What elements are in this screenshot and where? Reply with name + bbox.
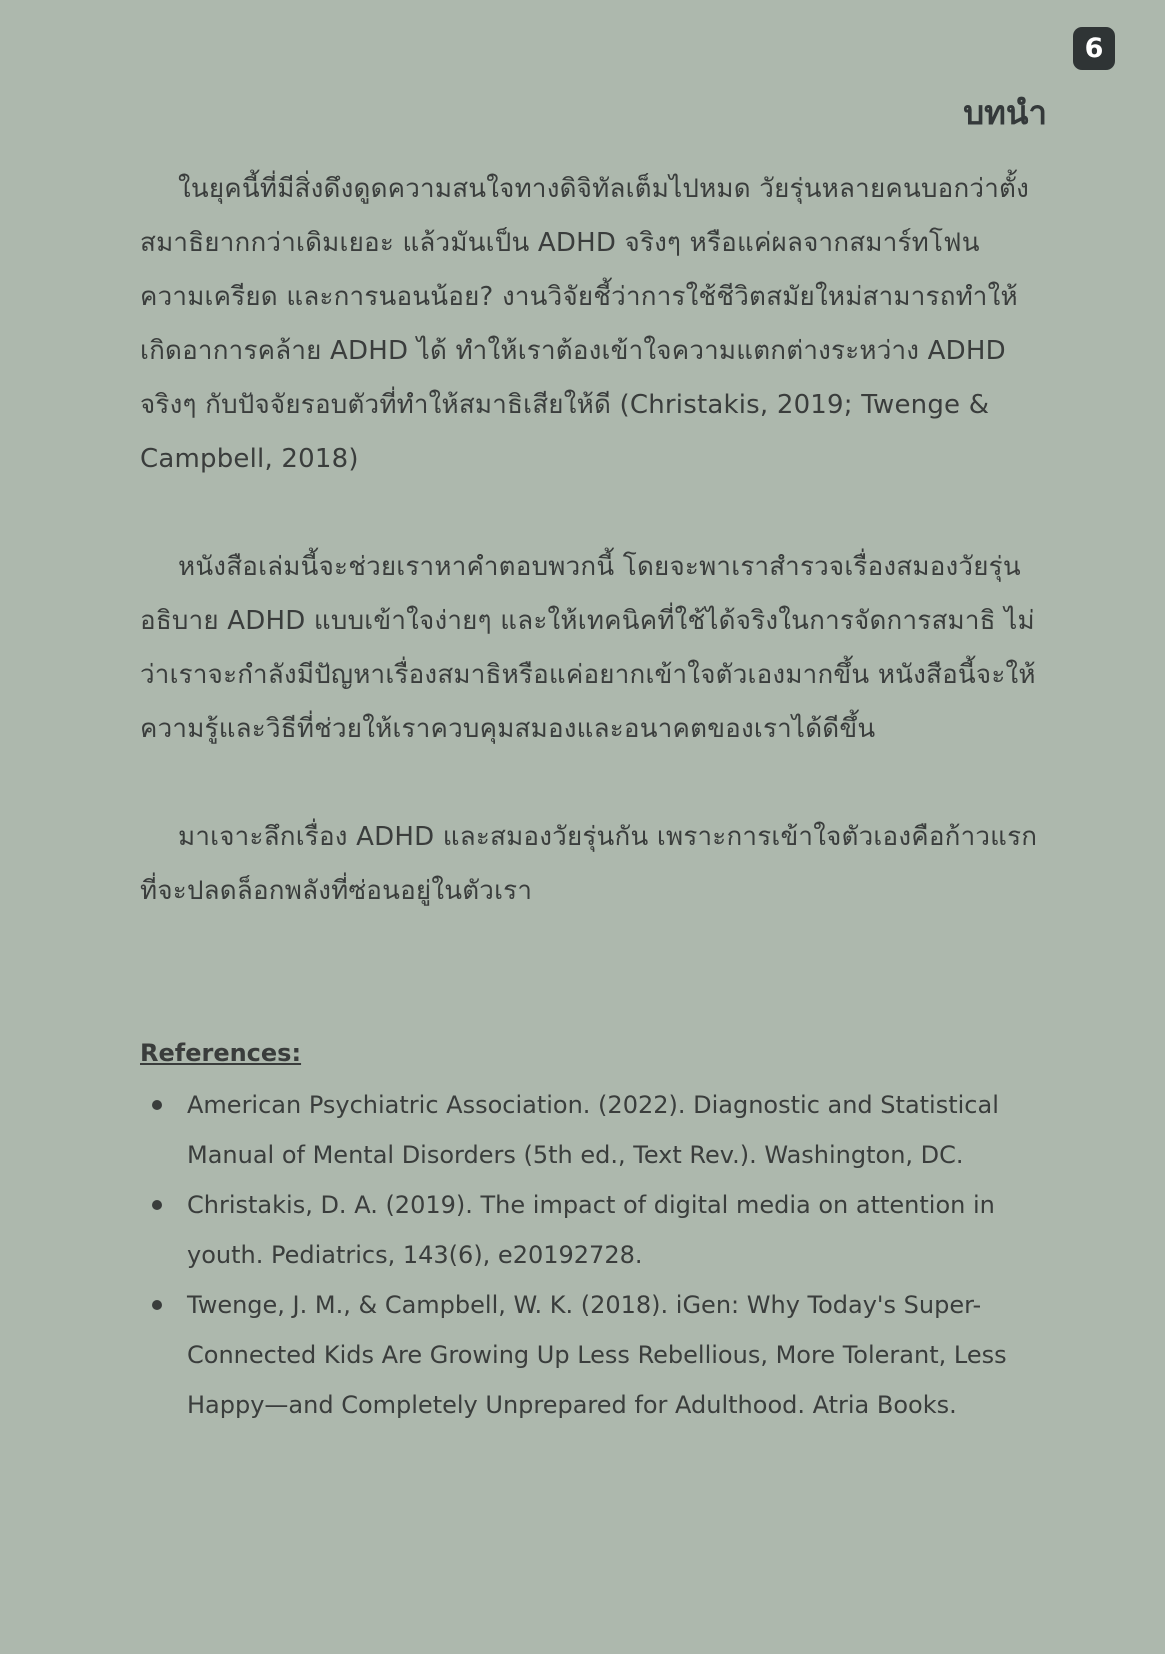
bullet-icon [152, 1200, 162, 1210]
bullet-icon [152, 1100, 162, 1110]
intro-body [140, 162, 1040, 972]
references-title: References: [140, 1039, 302, 1067]
reference-item [140, 1080, 1020, 1180]
references-list [140, 1080, 1020, 1430]
reference-text: Twenge, J. M., & Campbell, W. K. (2018). iGen: Why Today's Super-Connected Kids Are Growing Up Less Rebellious, More Tolerant, Less Happy—and Completely Unprepared for Adulthood. Atria Books. [187, 1291, 1007, 1419]
references-section [140, 1030, 1020, 1430]
intro-paragraph: หนังสือเล่มนี้จะช่วยเราหาคำตอบพวกนี้ โดยจะพาเราสำรวจเรื่องสมองวัยรุ่น อธิบาย ADHD แบบเข้าใจง่ายๆ และให้เทคนิคที่ใช้ได้จริงในการจัดการสมาธิ ไม่ว่าเราจะกำลังมีปัญหาเรื่องสมาธิหรือแค่อยากเข้าใจตัวเองมากขึ้น หนังสือนี้จะให้ความรู้และวิธีที่ช่วยให้เราควบคุมสมองและอนาคตของเราได้ดีขึ้น [140, 552, 1036, 744]
intro-paragraph: มาเจาะลึกเรื่อง ADHD และสมองวัยรุ่นกัน เพราะการเข้าใจตัวเองคือก้าวแรกที่จะปลดล็อกพลังที่ซ่อนอยู่ในตัวเรา [140, 822, 1038, 906]
page-heading: บทนำ [963, 93, 1047, 132]
reference-item [140, 1280, 1020, 1430]
bullet-icon [152, 1300, 162, 1310]
reference-text: Christakis, D. A. (2019). The impact of digital media on attention in youth. Pediatrics, 143(6), e20192728. [187, 1191, 995, 1269]
intro-paragraph: ในยุคนี้ที่มีสิ่งดึงดูดความสนใจทางดิจิทัลเต็มไปหมด วัยรุ่นหลายคนบอกว่าตั้งสมาธิยากกว่าเดิมเยอะ แล้วมันเป็น ADHD จริงๆ หรือแค่ผลจากสมาร์ทโฟน ความเครียด และการนอนน้อย? งานวิจัยชี้ว่าการใช้ชีวิตสมัยใหม่สามารถทำให้เกิดอาการคล้าย ADHD ได้ ทำให้เราต้องเข้าใจความแตกต่างระหว่าง ADHD จริงๆ กับปัจจัยรอบตัวที่ทำให้สมาธิเสียให้ดี (Christakis, 2019; Twenge & Campbell, 2018) [140, 174, 1029, 474]
page-number-badge: 6 [1073, 27, 1115, 70]
reference-text: American Psychiatric Association. (2022). Diagnostic and Statistical Manual of Mental Disorders (5th ed., Text Rev.). Washington, DC. [187, 1091, 999, 1169]
reference-item [140, 1180, 1020, 1280]
